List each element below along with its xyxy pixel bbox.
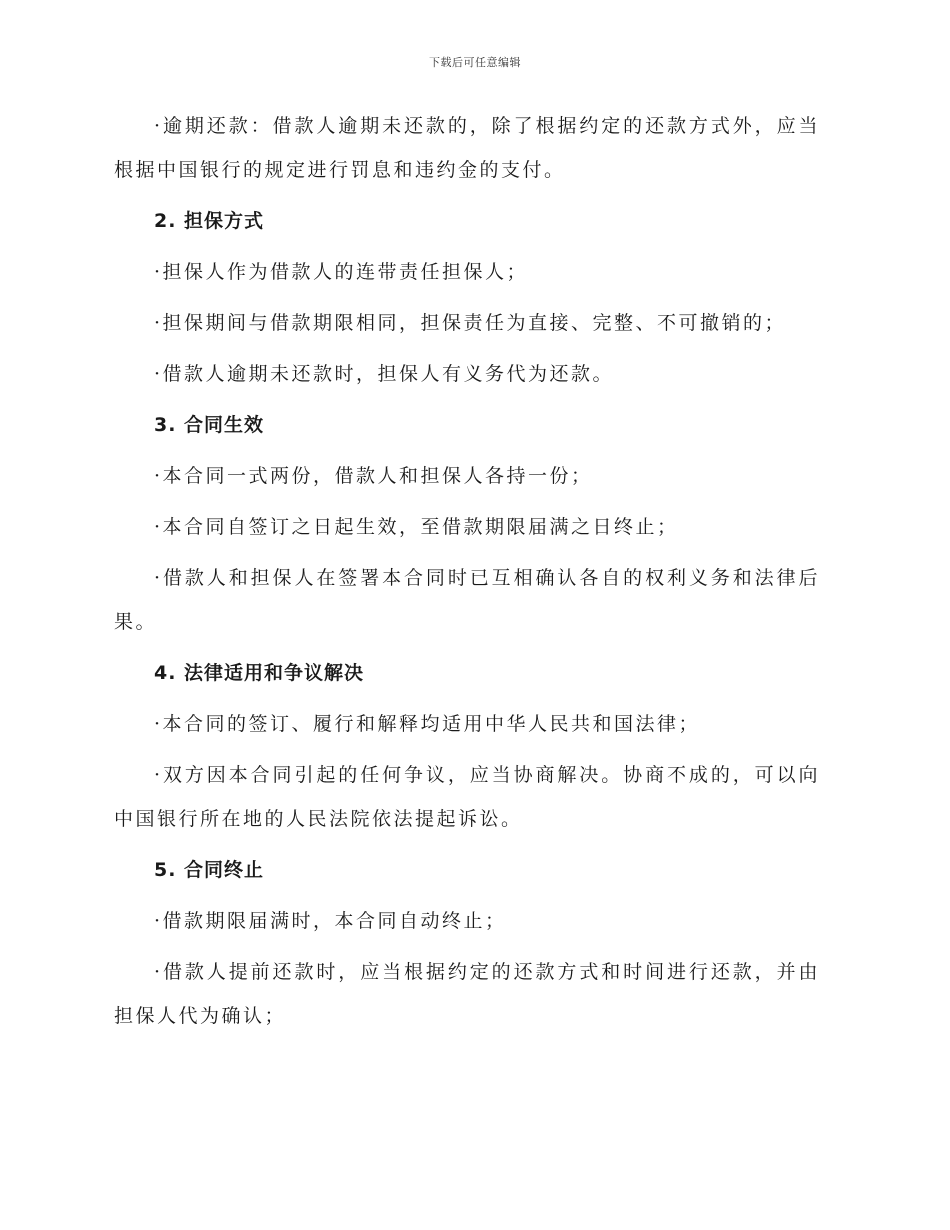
section-heading-effectiveness: 3. 合同生效: [154, 414, 265, 436]
paragraph-guarantor-role: ·担保人作为借款人的连带责任担保人；: [154, 261, 529, 283]
section-heading-law-disputes: 4. 法律适用和争议解决: [154, 662, 365, 684]
paragraph-copies: ·本合同一式两份，借款人和担保人各持一份；: [154, 465, 593, 487]
paragraph-effective-date: ·本合同自签订之日起生效，至借款期限届满之日终止；: [154, 516, 679, 538]
section-heading-termination: 5. 合同终止: [154, 859, 265, 881]
paragraph-auto-termination: ·借款期限届满时，本合同自动终止；: [154, 910, 507, 932]
paragraph-guarantor-obligation: ·借款人逾期未还款时，担保人有义务代为还款。: [154, 363, 615, 385]
paragraph-mutual-confirmation: ·借款人和担保人在签署本合同时已互相确认各自的权利义务和法律后果。: [114, 567, 820, 633]
paragraph-governing-law: ·本合同的签订、履行和解释均适用中华人民共和国法律；: [154, 713, 701, 735]
paragraph-overdue-repayment: ·逾期还款：借款人逾期未还款的，除了根据约定的还款方式外，应当根据中国银行的规定进行罚息和违约金的支付。: [114, 115, 820, 181]
section-heading-guarantee: 2. 担保方式: [154, 210, 265, 232]
paragraph-early-repayment: ·借款人提前还款时，应当根据约定的还款方式和时间进行还款，并由担保人代为确认；: [114, 961, 820, 1027]
paragraph-guarantee-period: ·担保期间与借款期限相同，担保责任为直接、完整、不可撤销的；: [154, 312, 787, 334]
document-body: [114, 104, 820, 1045]
page-header: 下载后可任意编辑: [429, 56, 521, 69]
paragraph-dispute-resolution: ·双方因本合同引起的任何争议，应当协商解决。协商不成的，可以向中国银行所在地的人民法院依法提起诉讼。: [114, 764, 820, 830]
